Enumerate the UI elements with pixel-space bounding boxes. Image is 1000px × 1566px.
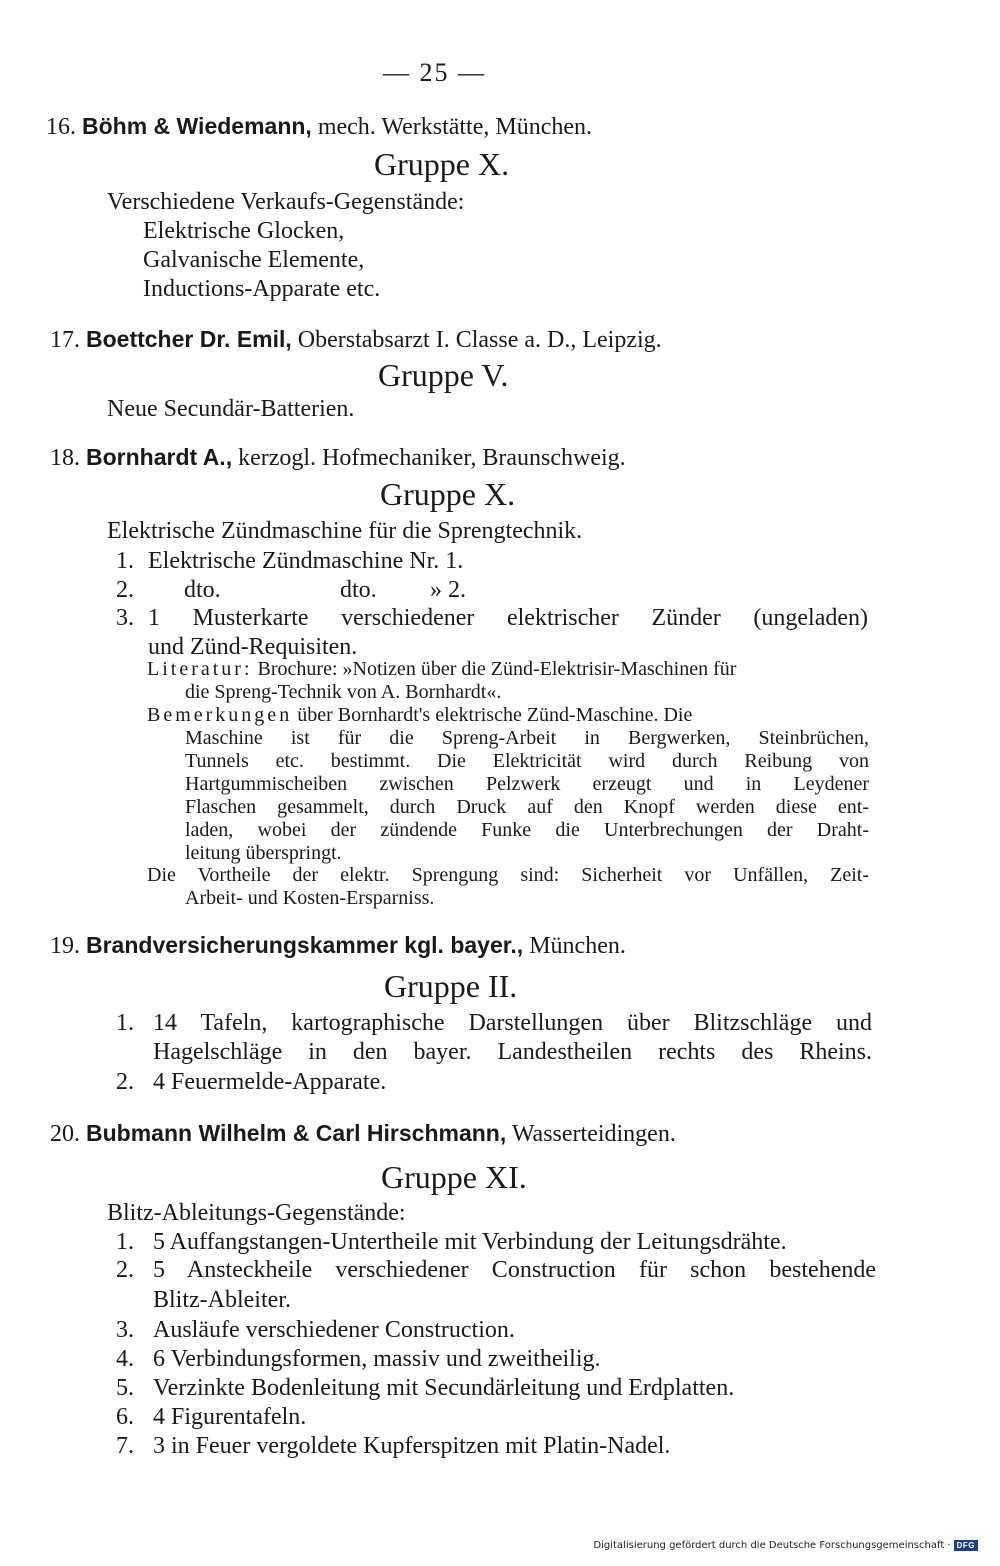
entry-20-item [116, 1373, 734, 1403]
entry-18-line: Elektrische Zündmaschine für die Sprengtechnik. [107, 518, 583, 544]
entry-name: Böhm & Wiedemann, [82, 113, 312, 139]
entry-20-header [50, 1118, 676, 1149]
entry-18-header [50, 442, 626, 473]
bemerkungen-line: Hartgummischeiben zwischen Pelzwerk erzeugt und in Leydener [185, 773, 869, 795]
page-number: — 25 — [383, 58, 486, 87]
literatur-text: Brochure: »Notizen über die Zünd-Elektrisir-Maschinen für [252, 658, 737, 680]
entry-16-line: Verschiedene Verkaufs-Gegenstände: [107, 189, 465, 215]
item-number: 7. [116, 1433, 134, 1459]
bemerkungen-line: Maschine ist für die Spreng-Arbeit in Bergwerken, Steinbrüchen, [185, 727, 869, 749]
entry-17-header [50, 324, 662, 355]
entry-16-line: Elektrische Glocken, [143, 218, 345, 244]
entry-description: München. [523, 933, 626, 959]
item-number: 1. [116, 548, 134, 574]
item-number: 1. [116, 1229, 134, 1255]
item-number: 4. [116, 1346, 134, 1372]
entry-name: Bubmann Wilhelm & Carl Hirschmann, [86, 1120, 507, 1146]
entry-18-literatur-cont: die Spreng-Technik von A. Bornhardt«. [185, 681, 502, 703]
entry-16-line: Galvanische Elemente, [143, 247, 365, 273]
footer-text: Digitalisierung gefördert durch die Deutsche Forschungsgemeinschaft · [593, 1540, 951, 1551]
entry-19-item-cont: Hagelschläge in den bayer. Landestheilen rechts des Rheins. [153, 1039, 872, 1065]
entry-20-item [116, 1402, 306, 1432]
item-number: 2. [116, 577, 134, 603]
item-text: dto. [340, 577, 377, 603]
entry-20-item [116, 1315, 515, 1345]
entry-20-item-cont: Blitz-Ableiter. [153, 1287, 291, 1313]
entry-18-item [116, 603, 868, 633]
entry-19-group: Gruppe II. [384, 968, 518, 1004]
item-number: 6. [116, 1404, 134, 1430]
entry-17-line: Neue Secundär-Batterien. [107, 396, 355, 422]
entry-18-item-cont: und Zünd-Requisiten. [148, 634, 358, 660]
item-number: 3. [116, 605, 134, 631]
entry-18-group: Gruppe X. [380, 476, 516, 512]
entry-16-line: Inductions-Apparate etc. [143, 276, 381, 302]
dfg-logo-icon: DFG [954, 1540, 978, 1551]
item-text: Verzinkte Bodenleitung mit Secundärleitung und Erdplatten. [153, 1375, 735, 1401]
entry-18-literatur [147, 658, 869, 681]
item-text: 4 Figurentafeln. [153, 1404, 307, 1430]
entry-number: 16. [46, 114, 76, 140]
item-number: 1. [116, 1010, 134, 1036]
item-text: dto. [184, 577, 221, 603]
item-text: 1 Musterkarte verschiedener elektrischer Zünder (ungeladen) [148, 605, 868, 631]
item-text: 4 Feuermelde-Apparate. [153, 1069, 387, 1095]
item-text: 5 Ansteckheile verschiedener Construction für schon bestehende [153, 1257, 876, 1283]
item-text: Elektrische Zündmaschine Nr. 1. [148, 548, 464, 574]
item-text: 5 Auffangstangen-Untertheile mit Verbindung der Leitungsdrähte. [153, 1229, 787, 1255]
entry-number: 17. [50, 327, 80, 353]
entry-19-header [50, 930, 626, 961]
entry-17-group: Gruppe V. [378, 357, 509, 393]
entry-18-item [116, 575, 466, 605]
entry-description: Oberstabsarzt I. Classe a. D., Leipzig. [291, 327, 662, 353]
entry-name: Boettcher Dr. Emil, [86, 326, 292, 352]
entry-number: 19. [50, 933, 80, 959]
bemerkungen-label: Bemerkungen [147, 704, 293, 726]
entry-name: Bornhardt A., [86, 444, 233, 470]
bemerkungen-line: leitung überspringt. [185, 842, 342, 864]
item-text: Ausläufe verschiedener Construction. [153, 1317, 515, 1343]
entry-description: kerzogl. Hofmechaniker, Braunschweig. [232, 445, 626, 471]
entry-16-header [46, 111, 592, 142]
bemerkungen-line: Tunnels etc. bestimmt. Die Elektricität wird durch Reibung von [185, 750, 869, 772]
entry-description: Wasserteidingen. [506, 1121, 676, 1147]
entry-number: 18. [50, 445, 80, 471]
bemerkungen-line: Flaschen gesammelt, durch Druck auf den Knopf werden diese ent- [185, 796, 869, 818]
entry-18-bemerkungen [147, 704, 869, 727]
item-number: 5. [116, 1375, 134, 1401]
entry-16-group: Gruppe X. [374, 146, 510, 182]
entry-20-item [116, 1227, 787, 1257]
entry-20-item [116, 1344, 601, 1374]
footer-credit [593, 1540, 978, 1551]
entry-19-item [116, 1008, 872, 1038]
item-text: 6 Verbindungsformen, massiv und zweitheilig. [153, 1346, 601, 1372]
entry-description: mech. Werkstätte, München. [311, 114, 593, 140]
item-number: 2. [116, 1257, 134, 1283]
entry-20-group: Gruppe XI. [381, 1159, 527, 1195]
item-text: » 2. [430, 577, 466, 603]
bemerkungen-text: über Bornhardt's elektrische Zünd-Maschine. Die [292, 704, 693, 726]
entry-18-vortheile-cont: Arbeit- und Kosten-Ersparniss. [185, 887, 435, 909]
entry-20-line: Blitz-Ableitungs-Gegenstände: [107, 1200, 406, 1226]
bemerkungen-line: laden, wobei der zündende Funke die Unterbrechungen der Draht- [185, 819, 869, 841]
item-number: 3. [116, 1317, 134, 1343]
entry-19-item [116, 1067, 386, 1097]
entry-18-item [116, 546, 463, 576]
entry-name: Brandversicherungskammer kgl. bayer., [86, 932, 524, 958]
entry-20-item [116, 1255, 876, 1285]
item-number: 2. [116, 1069, 134, 1095]
entry-18-vortheile: Die Vortheile der elektr. Sprengung sind: Sicherheit vor Unfällen, Zeit- [147, 864, 869, 886]
entry-20-item [116, 1431, 670, 1461]
item-text: 3 in Feuer vergoldete Kupferspitzen mit Platin-Nadel. [153, 1433, 671, 1459]
item-text: 14 Tafeln, kartographische Darstellungen über Blitzschläge und [153, 1010, 872, 1036]
literatur-label: Literatur: [147, 658, 253, 680]
entry-number: 20. [50, 1121, 80, 1147]
